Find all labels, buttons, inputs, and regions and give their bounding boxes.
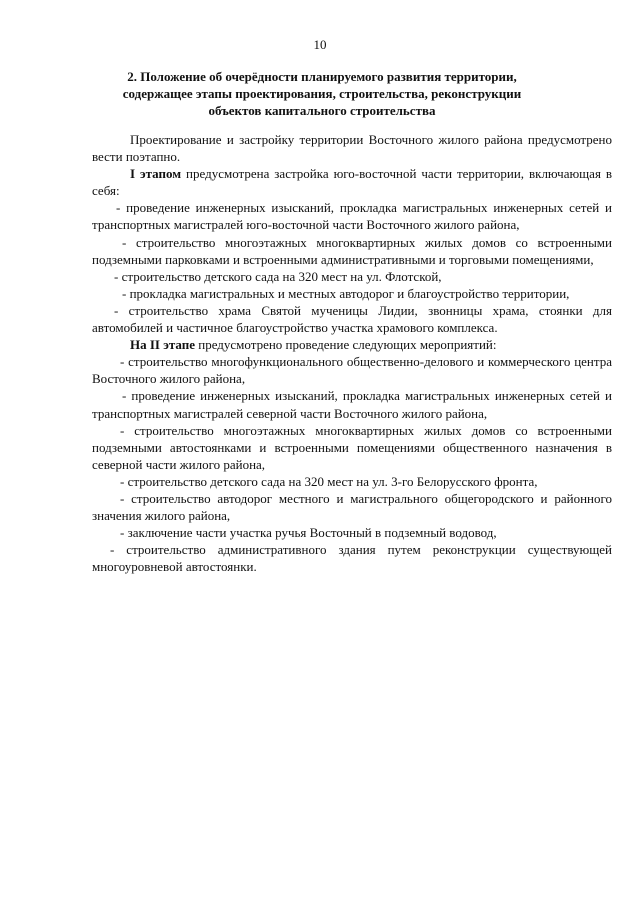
stage1-text: предусмотрена застройка юго-восточной части территории, включающая в себя: (92, 166, 613, 199)
section-heading: 2. Положение об очерёдности планируемого развития территории, содержащее этапы проектирования, строительства, реконструкции объектов капитального строительства (122, 69, 522, 118)
stage2-item: - строительство детского сада на 320 мест на ул. 3-го Белорусского фронта, (120, 473, 538, 489)
stage2-paragraph (92, 336, 612, 353)
stage1-item: - проведение инженерных изысканий, прокладка магистральных инженерных сетей и транспортных магистралей юго-восточной части Восточного жилого района, (92, 200, 612, 233)
stage2-item: - строительство автодорог местного и магистрального общегородского и районного значения жилого района, (92, 490, 612, 524)
stage2-text: предусмотрено проведение следующих мероприятий: (194, 337, 497, 353)
intro-paragraph: Проектирование и застройку территории Восточного жилого района предусмотрено вести поэтапно. (92, 132, 612, 165)
stage2-lead: На II этапе (130, 337, 195, 353)
stage1-item: - строительство детского сада на 320 мест на ул. Флотской, (114, 268, 442, 284)
stage2-item: - строительство административного здания путем реконструкции существующей многоуровневой автостоянки. (92, 542, 612, 575)
page-number: 10 (313, 37, 327, 52)
stage1-item: - строительство многоэтажных многоквартирных жилых домов со встроенными подземными парковками и встроенными административными и торговыми помещениями, (92, 234, 612, 267)
stage1-lead: I этапом (130, 166, 182, 182)
stage1-item: - прокладка магистральных и местных автодорог и благоустройство территории, (122, 285, 570, 301)
stage2-item: - строительство многоэтажных многоквартирных жилых домов со встроенными подземными автостоянками и встроенными помещениями общественного назначения в северной части жилого района, (92, 422, 612, 472)
stage2-item: - заключение части участка ручья Восточный в подземный водовод, (120, 525, 497, 541)
stage2-item: - строительство многофункционального общественно-делового и коммерческого центра Восточного жилого района, (92, 354, 612, 387)
document-body (92, 131, 612, 575)
stage2-item: - проведение инженерных изысканий, прокладка магистральных инженерных сетей и транспортных магистралей северной части Восточного жилого района, (92, 388, 612, 421)
stage1-item: - строительство храма Святой мученицы Лидии, звонницы храма, стоянки для автомобилей и частичное благоустройство участка храмового комплекса. (92, 302, 612, 336)
stage1-paragraph (92, 165, 612, 199)
